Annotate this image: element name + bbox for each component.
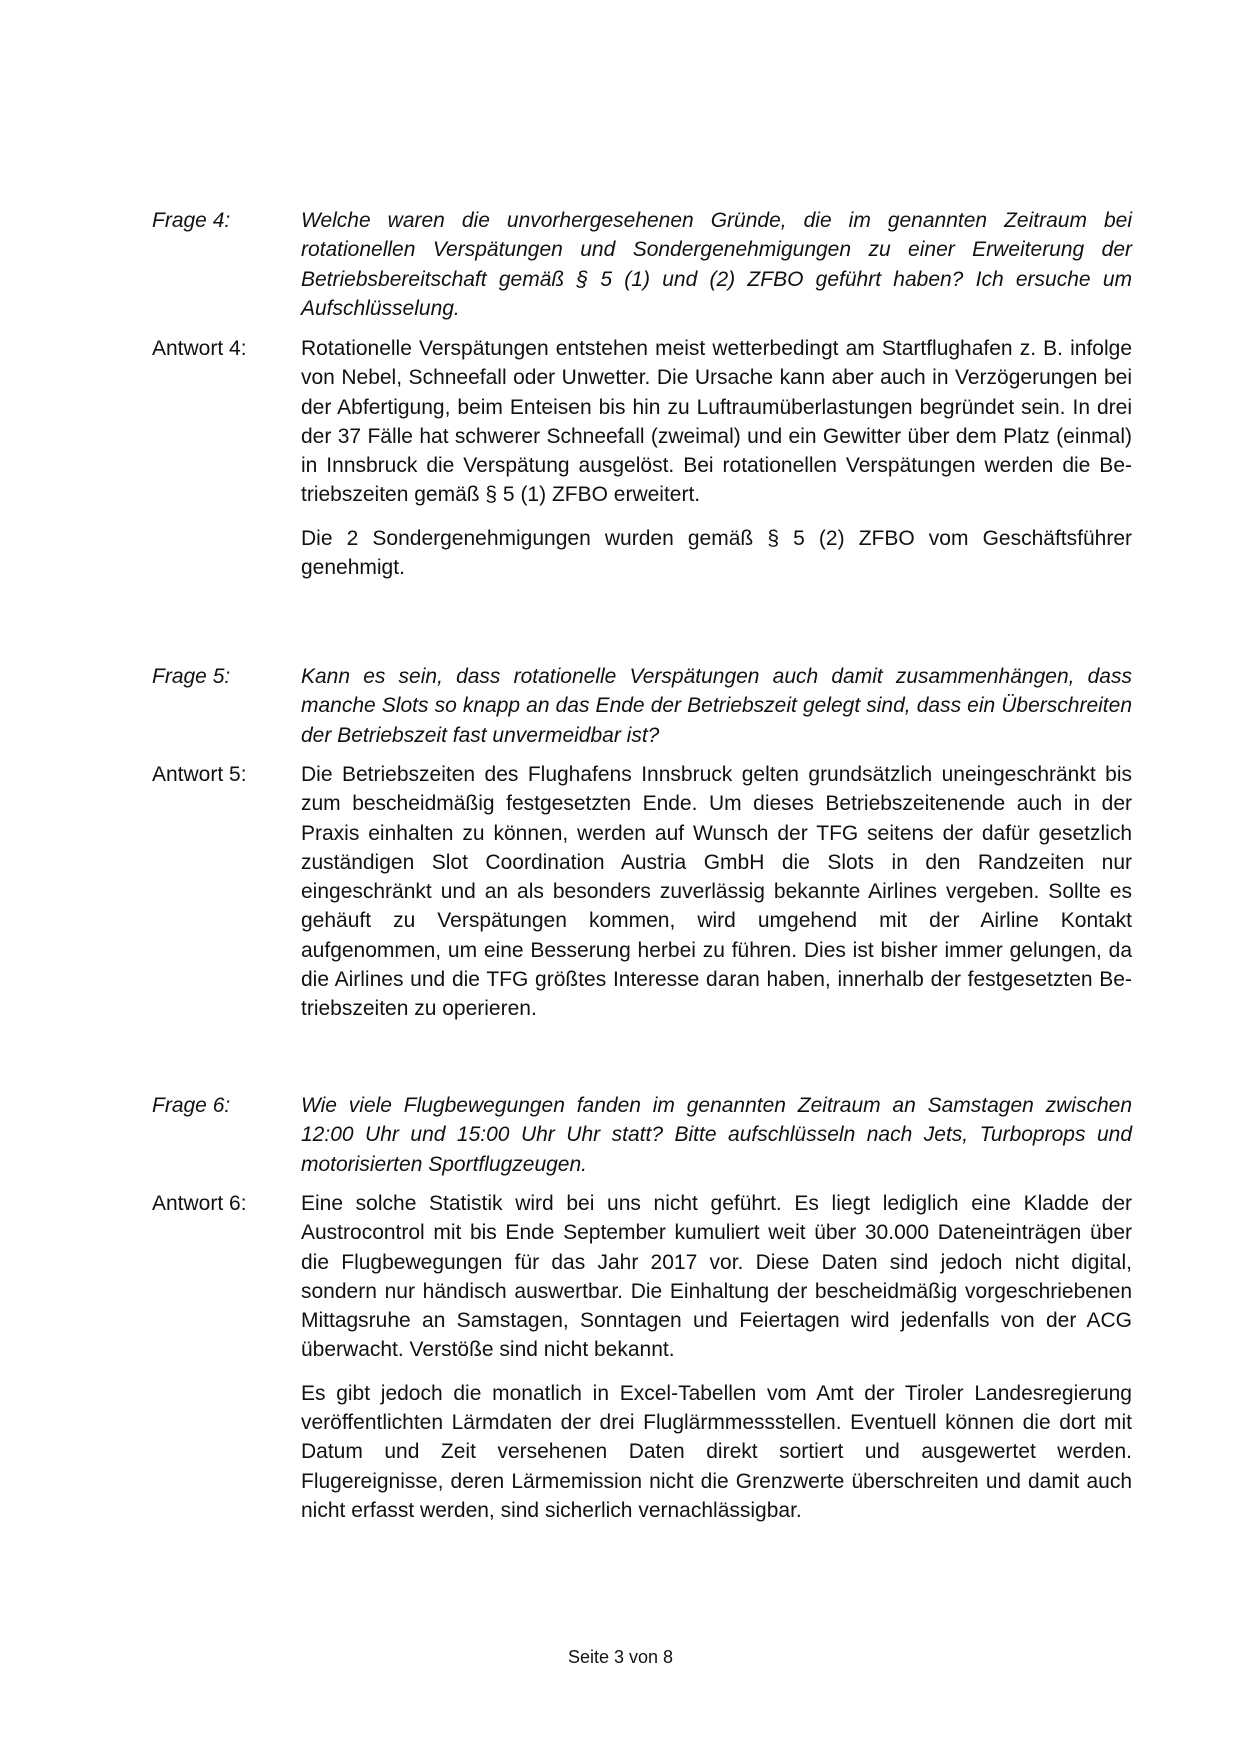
answer-5-text [301,760,1132,1024]
question-5 [152,662,1132,750]
question-4-text: Welche waren die unvorhergesehenen Gründe, die im genannten Zeitraum bei rotationellen Verspätungen und Sondergenehmigungen zu einer Erweiterung der Betriebsbereitschaft gemäß § 5 (1) und (2) ZFBO geführt haben? Ich ersuche um Aufschlüsselung. [301,209,1132,320]
question-6-block [152,1091,1132,1179]
answer-6-label: Antwort 6: [152,1192,247,1215]
answer-4-text [301,334,1132,582]
question-5-text: Kann es sein, dass rotationelle Verspätungen auch damit zusammenhängen, dass manche Slots so knapp an das Ende der Betriebszeit gelegt sind, dass ein Überschreiten der Betriebszeit fast unvermeidbar ist? [301,665,1132,747]
answer-6-paragraph-1: Eine solche Statistik wird bei uns nicht geführt. Es liegt lediglich eine Kladde der Austrocontrol mit bis Ende September kumuliert weit über 30.000 Dateneinträgen über die Flugbewegungen für das Jahr 2017 vor. Diese Daten sind jedoch nicht digital, sondern nur händisch auswertbar. Die Einhaltung der bescheidmäßig vorgeschriebenen Mittagsruhe an Samstagen, Sonntagen und Feiertagen wird jedenfalls von der ACG überwacht. Verstöße sind nicht bekannt. [301,1192,1132,1362]
answer-4-label: Antwort 4: [152,337,247,360]
answer-6-block [152,1189,1132,1525]
page-number-footer: Seite 3 von 8 [567,1647,674,1667]
answer-5-block [152,760,1132,1024]
answer-6-text [301,1189,1132,1525]
answer-6-paragraph-2: Es gibt jedoch die monatlich in Excel-Tabellen vom Amt der Tiroler Landesregierung veröffentlichten Lärmdaten der drei Fluglärmmessstellen. Eventuell können die dort mit Datum und Zeit versehenen Daten direkt sortiert und ausgewertet werden. Flugereignisse, deren Lärmemission nicht die Grenzwerte überschreiten und damit auch nicht erfasst werden, sind sicherlich vernachlässigbar. [301,1381,1132,1522]
question-6 [152,1091,1132,1179]
question-4 [152,206,1132,323]
answer-5 [152,760,1132,1024]
question-5-block [152,662,1132,750]
question-6-label: Frage 6: [152,1094,231,1117]
question-4-label: Frage 4: [152,209,231,232]
question-6-text: Wie viele Flugbewegungen fanden im genannten Zeitraum an Samstagen zwischen 12:00 Uhr und 15:00 Uhr Uhr statt? Bitte aufschlüsseln nach Jets, Turboprops und motorisierten Sportflugzeugen. [301,1094,1132,1176]
answer-4 [152,334,1132,582]
answer-6 [152,1189,1132,1525]
question-5-label: Frage 5: [152,665,231,688]
answer-4-block [152,334,1132,582]
answer-4-paragraph-2: Die 2 Sondergenehmigungen wurden gemäß § 5 (2) ZFBO vom Geschäftsführer genehmigt. [301,526,1132,580]
answer-4-paragraph-1: Rotationelle Verspätungen entstehen meist wetterbedingt am Startflughafen z. B. infolge von Nebel, Schneefall oder Unwetter. Die Ursache kann aber auch in Verzögerungen bei der Abfertigung, beim Enteisen bis hin zu Luftraumüberlastungen begründet sein. In drei der 37 Fälle hat schwerer Schneefall (zweimal) und ein Gewitter über dem Platz (einmal) in Innsbruck die Verspätung ausgelöst. Bei rotationellen Verspätungen werden die Betriebszeiten gemäß § 5 (1) ZFBO erweitert. [301,337,1132,507]
answer-5-label: Antwort 5: [152,763,247,786]
question-4-block [152,206,1132,323]
answer-5-paragraph-1: Die Betriebszeiten des Flughafens Innsbruck gelten grundsätzlich uneingeschränkt bis zum bescheidmäßig festgesetzten Ende. Um dieses Betriebszeitenende auch in der Praxis einhalten zu können, werden auf Wunsch der TFG seitens der dafür gesetzlich zuständigen Slot Coordination Austria GmbH die Slots in den Randzeiten nur eingeschränkt und an als besonders zuverlässig bekannte Airlines vergeben. Sollte es gehäuft zu Verspätungen kommen, wird umgehend mit der Airline Kontakt aufgenommen, um eine Besserung herbei zu führen. Dies ist bisher immer gelungen, da die Airlines und die TFG größtes Interesse daran haben, innerhalb der festgesetzten Betriebszeiten zu operieren. [301,763,1132,1021]
